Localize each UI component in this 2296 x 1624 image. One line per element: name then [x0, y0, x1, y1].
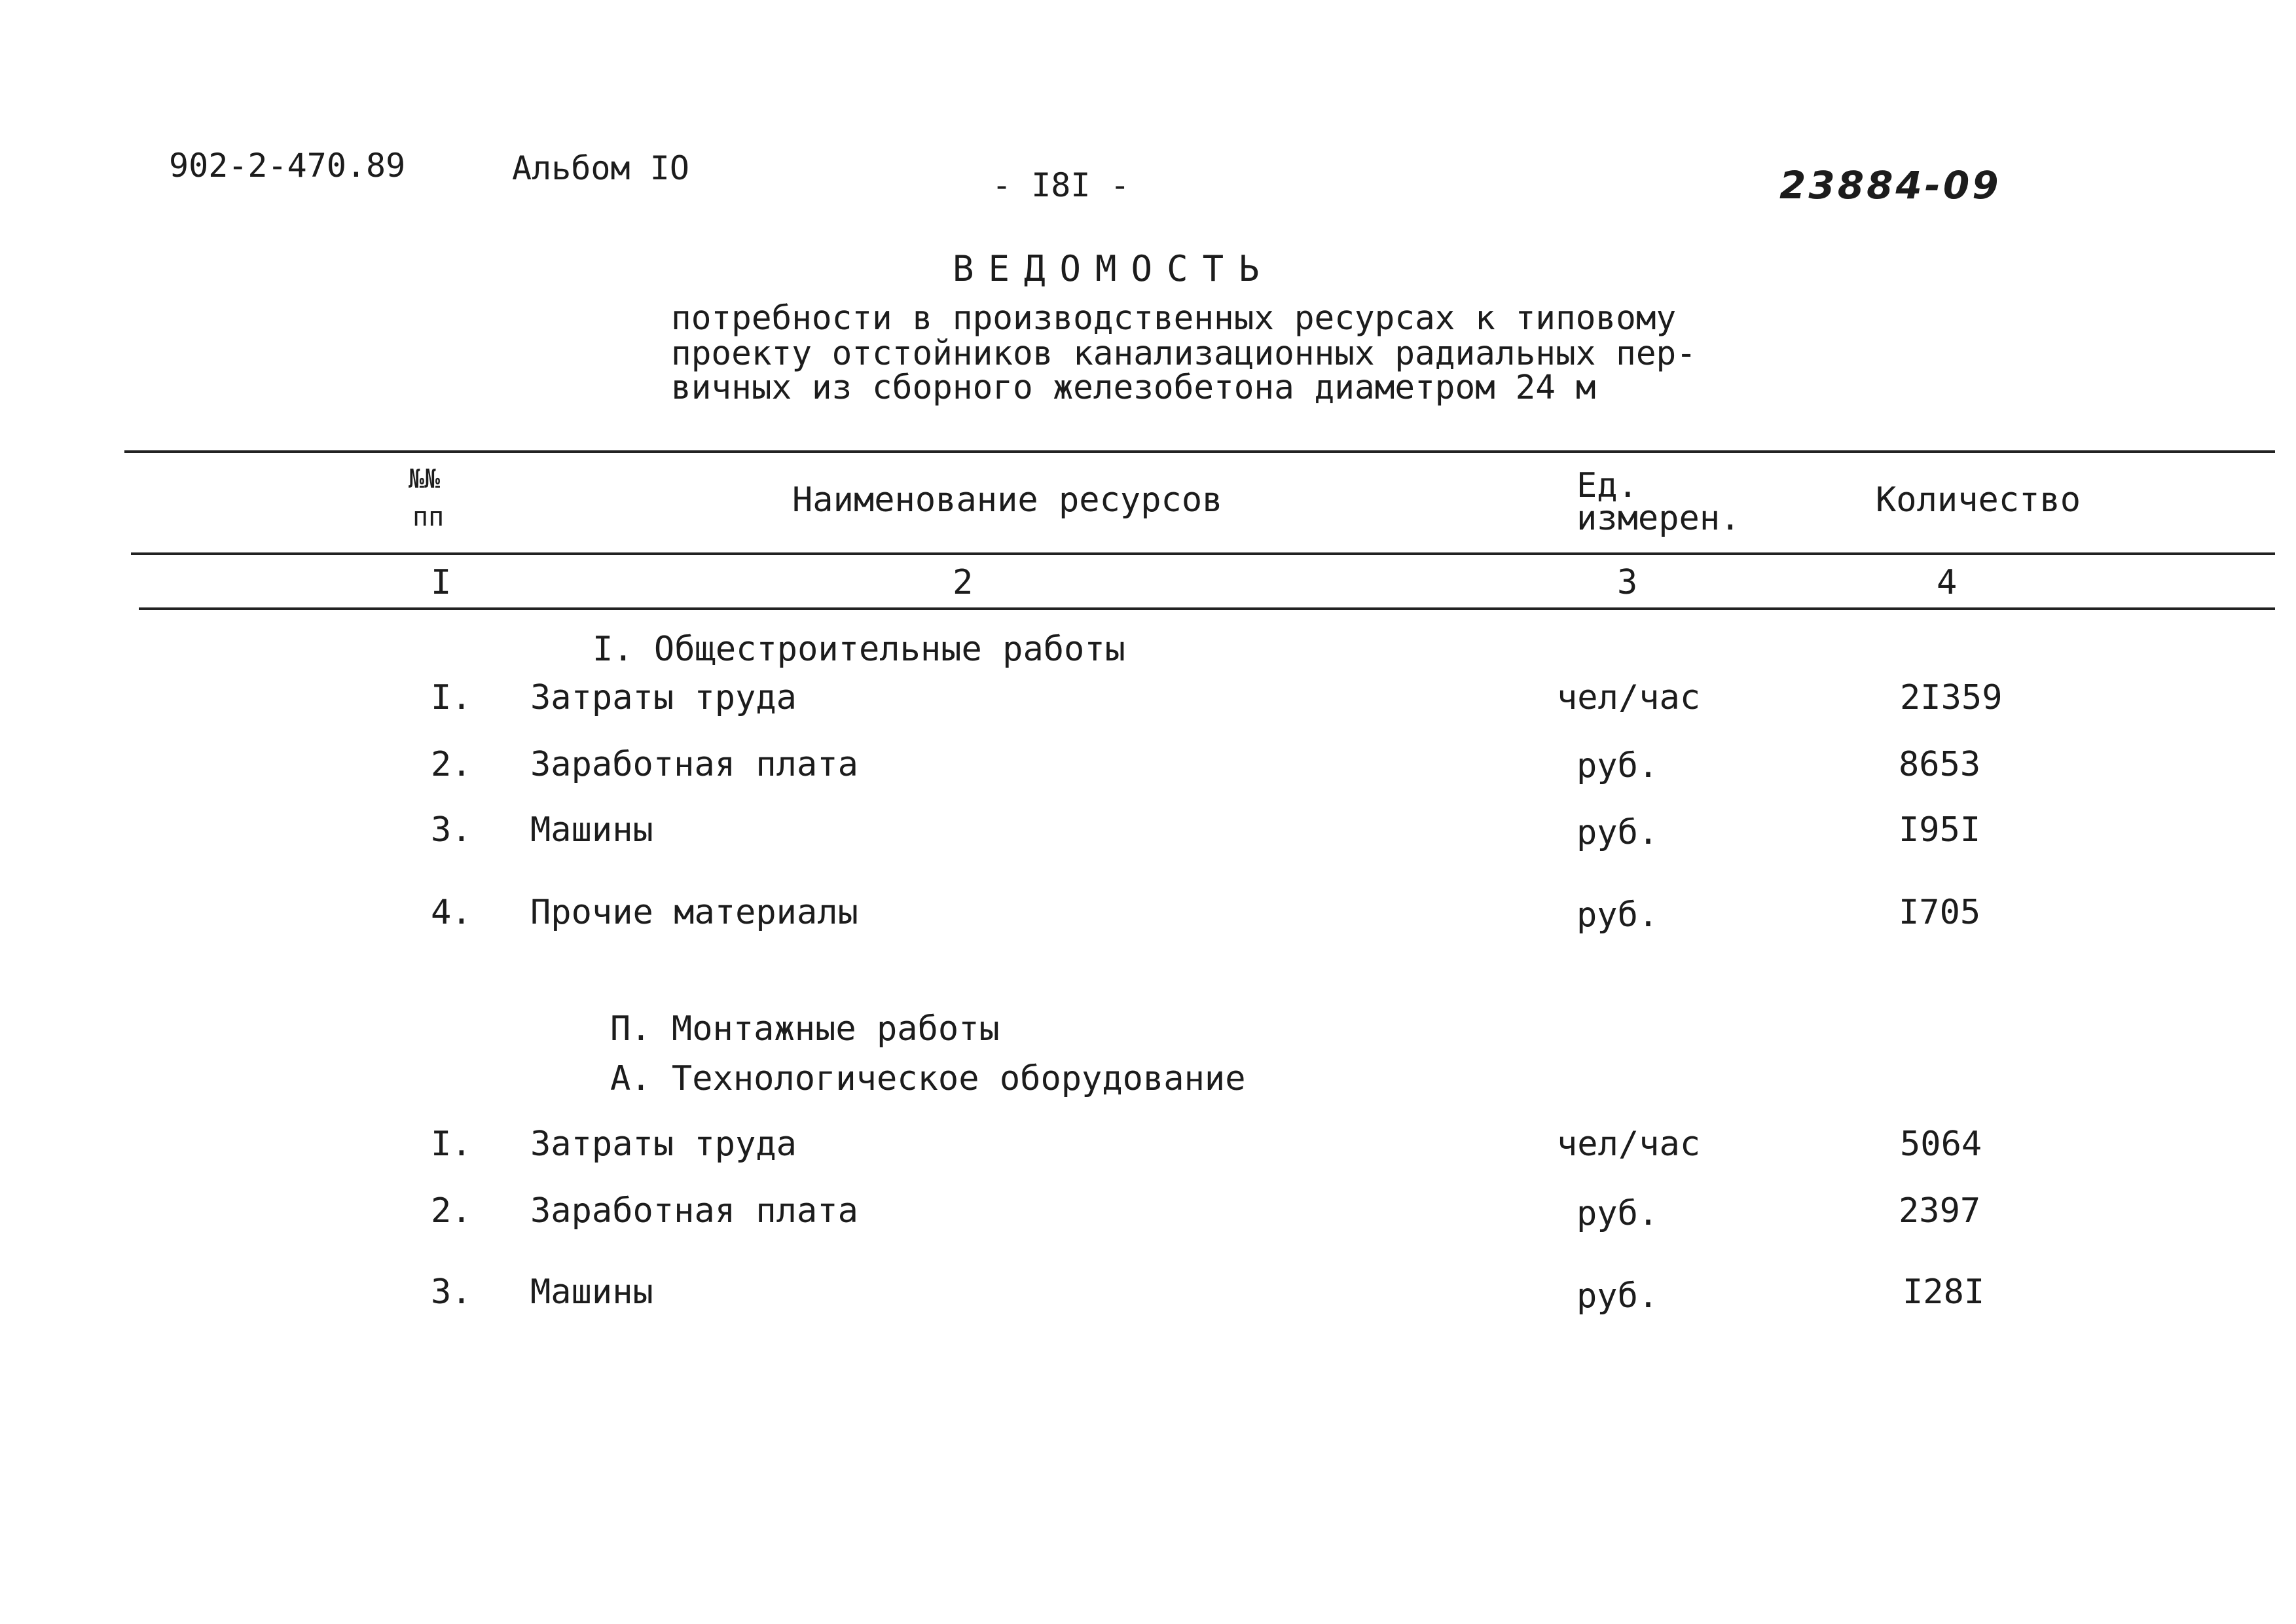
row-number: I.: [431, 678, 472, 717]
resource-name: Заработная плата: [530, 745, 858, 784]
album-label: Альбом IO: [512, 149, 689, 187]
unit: руб.: [1576, 1276, 1659, 1316]
header-quantity: Количество: [1876, 480, 2081, 520]
column-number-1: I: [431, 563, 452, 602]
resource-name: Прочие материалы: [530, 893, 858, 932]
subtitle-line-2: проекту отстойников канализационных радиальных пер-: [671, 334, 1696, 373]
unit: руб.: [1576, 746, 1659, 785]
quantity: 2I359: [1900, 678, 2003, 717]
column-number-2: 2: [953, 563, 974, 602]
row-number: 2.: [431, 745, 472, 784]
column-number-3: 3: [1617, 563, 1638, 602]
unit: руб.: [1576, 813, 1659, 852]
subtitle-line-1: потребности в производственных ресурсах к типовому: [671, 299, 1677, 338]
subtitle-line-3: вичных из сборного железобетона диаметром 24 м: [671, 369, 1596, 407]
inventory-number: 23884-09: [1779, 163, 2001, 208]
document-code: 902-2-470.89: [169, 147, 406, 185]
quantity: 2397: [1899, 1191, 1981, 1231]
page-number: - I8I -: [992, 166, 1130, 204]
quantity: I28I: [1903, 1272, 1985, 1312]
unit: руб.: [1576, 895, 1659, 935]
quantity: 8653: [1899, 745, 1981, 784]
header-unit-line2: измерен.: [1576, 499, 1741, 538]
section-subtitle: А. Технологическое оборудование: [610, 1059, 1246, 1098]
unit: чел/час: [1557, 1125, 1701, 1164]
resource-name: Машины: [530, 810, 653, 850]
column-numbers-rule: [139, 607, 2275, 610]
header-bottom-rule: [131, 552, 2275, 555]
row-number: 3.: [431, 810, 472, 850]
row-number: I.: [431, 1125, 472, 1164]
column-number-4: 4: [1937, 563, 1958, 602]
document-title: ВЕДОМОСТЬ: [953, 248, 1274, 289]
section-title: I. Общестроительные работы: [592, 630, 1125, 669]
row-number: 2.: [431, 1191, 472, 1231]
resource-name: Машины: [530, 1272, 653, 1312]
quantity: I705: [1899, 893, 1981, 932]
header-name: Наименование ресурсов: [792, 480, 1223, 520]
unit: чел/час: [1557, 678, 1701, 717]
section-title: П. Монтажные работы: [610, 1009, 1000, 1049]
unit: руб.: [1576, 1194, 1659, 1233]
resource-name: Заработная плата: [530, 1191, 858, 1231]
quantity: 5064: [1900, 1125, 1982, 1164]
quantity: I95I: [1899, 810, 1981, 850]
header-num-line2: пп: [412, 502, 445, 532]
resource-name: Затраты труда: [530, 678, 797, 717]
header-num-line1: №№: [409, 464, 441, 494]
resource-name: Затраты труда: [530, 1125, 797, 1164]
table-top-rule: [124, 450, 2275, 453]
row-number: 4.: [431, 893, 472, 932]
row-number: 3.: [431, 1272, 472, 1312]
header-unit-line1: Ед.: [1576, 466, 1638, 505]
